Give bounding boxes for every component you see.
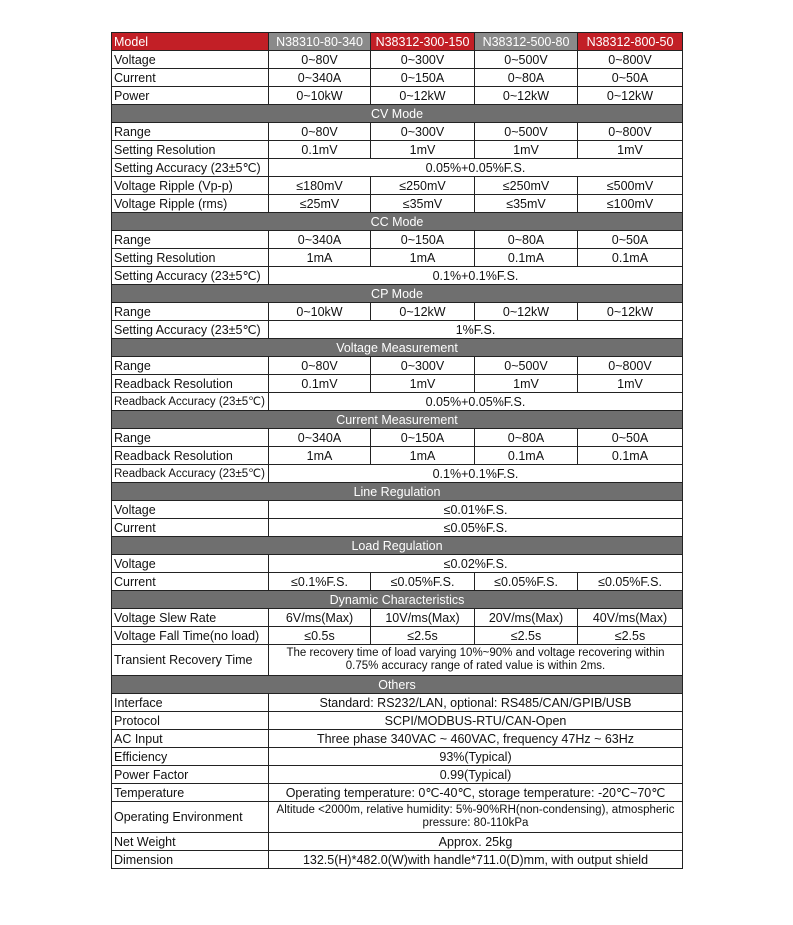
- spec-row: [112, 609, 683, 627]
- section-title: CC Mode: [112, 213, 683, 231]
- spec-value: 0~80V: [269, 51, 371, 69]
- spec-value: ≤0.01%F.S.: [269, 501, 683, 519]
- spec-value: 0~340A: [269, 231, 371, 249]
- section-title: Others: [112, 676, 683, 694]
- spec-value: 1mV: [578, 141, 683, 159]
- spec-value: 1mA: [371, 249, 475, 267]
- spec-value: 132.5(H)*482.0(W)with handle*711.0(D)mm, with output shield: [269, 851, 683, 869]
- spec-label: Setting Resolution: [112, 141, 269, 159]
- spec-label: Voltage Fall Time(no load): [112, 627, 269, 645]
- spec-label: Interface: [112, 694, 269, 712]
- spec-value: 20V/ms(Max): [475, 609, 578, 627]
- spec-value: 1mA: [269, 249, 371, 267]
- spec-row: [112, 429, 683, 447]
- spec-value: ≤100mV: [578, 195, 683, 213]
- spec-label: Efficiency: [112, 748, 269, 766]
- spec-row: [112, 519, 683, 537]
- spec-value: 0~300V: [371, 51, 475, 69]
- spec-value: 0~50A: [578, 69, 683, 87]
- header-label: Model: [112, 33, 269, 51]
- spec-value: Standard: RS232/LAN, optional: RS485/CAN/GPIB/USB: [269, 694, 683, 712]
- spec-value: 0~80A: [475, 69, 578, 87]
- section-title: Dynamic Characteristics: [112, 591, 683, 609]
- spec-value: 0~50A: [578, 231, 683, 249]
- spec-value: 0.1mV: [269, 375, 371, 393]
- spec-value: ≤0.05%F.S.: [371, 573, 475, 591]
- spec-value: ≤35mV: [371, 195, 475, 213]
- spec-value: 0.1mA: [578, 447, 683, 465]
- spec-value: 0~150A: [371, 429, 475, 447]
- spec-row: [112, 784, 683, 802]
- spec-label: Setting Accuracy (23±5℃): [112, 267, 269, 285]
- spec-value: 0~12kW: [578, 303, 683, 321]
- spec-value: ≤500mV: [578, 177, 683, 195]
- spec-value: 0.1mA: [578, 249, 683, 267]
- spec-row: [112, 833, 683, 851]
- spec-value: ≤0.05%F.S.: [475, 573, 578, 591]
- spec-label: Net Weight: [112, 833, 269, 851]
- spec-value: 0~150A: [371, 231, 475, 249]
- spec-label: Voltage: [112, 51, 269, 69]
- spec-value: 0.1mV: [269, 141, 371, 159]
- spec-row: [112, 851, 683, 869]
- spec-value: ≤0.02%F.S.: [269, 555, 683, 573]
- spec-value: 0.1mA: [475, 447, 578, 465]
- spec-label: Temperature: [112, 784, 269, 802]
- section-title: Line Regulation: [112, 483, 683, 501]
- spec-value: 0~10kW: [269, 87, 371, 105]
- spec-row: [112, 231, 683, 249]
- spec-value: 1mV: [578, 375, 683, 393]
- spec-label: Power Factor: [112, 766, 269, 784]
- spec-label: Transient Recovery Time: [112, 645, 269, 676]
- spec-row: [112, 159, 683, 177]
- spec-row: [112, 177, 683, 195]
- spec-value: 0~800V: [578, 123, 683, 141]
- spec-row: [112, 267, 683, 285]
- spec-value: 10V/ms(Max): [371, 609, 475, 627]
- spec-value: 93%(Typical): [269, 748, 683, 766]
- spec-label: Power: [112, 87, 269, 105]
- spec-value: Altitude <2000m, relative humidity: 5%-90%RH(non-condensing), atmospheric pressure: 80-110kPa: [269, 802, 683, 833]
- spec-row: [112, 141, 683, 159]
- spec-row: [112, 393, 683, 411]
- spec-value: 0~10kW: [269, 303, 371, 321]
- spec-value: 0~50A: [578, 429, 683, 447]
- spec-label: Operating Environment: [112, 802, 269, 833]
- spec-value: 0.1%+0.1%F.S.: [269, 267, 683, 285]
- spec-value: 1mV: [475, 141, 578, 159]
- spec-value: 40V/ms(Max): [578, 609, 683, 627]
- header-model: N38312-300-150: [371, 33, 475, 51]
- section-header-row: [112, 676, 683, 694]
- spec-value: ≤250mV: [475, 177, 578, 195]
- spec-label: Range: [112, 123, 269, 141]
- spec-row: [112, 357, 683, 375]
- spec-table-body: [112, 33, 683, 869]
- spec-value: Approx. 25kg: [269, 833, 683, 851]
- spec-value: 0~800V: [578, 357, 683, 375]
- section-header-row: [112, 483, 683, 501]
- spec-row: [112, 465, 683, 483]
- spec-value: 0~80V: [269, 357, 371, 375]
- spec-value: 0~12kW: [475, 87, 578, 105]
- spec-value: 0~340A: [269, 429, 371, 447]
- spec-row: [112, 730, 683, 748]
- spec-label: Current: [112, 573, 269, 591]
- spec-label: Setting Accuracy (23±5℃): [112, 321, 269, 339]
- spec-row: [112, 249, 683, 267]
- spec-value: 0~500V: [475, 51, 578, 69]
- spec-label: Voltage Ripple (rms): [112, 195, 269, 213]
- spec-value: Operating temperature: 0℃-40℃, storage temperature: -20℃~70℃: [269, 784, 683, 802]
- spec-label: Setting Resolution: [112, 249, 269, 267]
- spec-label: Protocol: [112, 712, 269, 730]
- spec-value: Three phase 340VAC ~ 460VAC, frequency 47Hz ~ 63Hz: [269, 730, 683, 748]
- spec-label: Dimension: [112, 851, 269, 869]
- spec-value: 0~80A: [475, 231, 578, 249]
- spec-row: [112, 627, 683, 645]
- spec-label: Current: [112, 69, 269, 87]
- spec-row: [112, 303, 683, 321]
- spec-label: Range: [112, 303, 269, 321]
- spec-row: [112, 447, 683, 465]
- spec-value: 0~12kW: [578, 87, 683, 105]
- spec-row: [112, 87, 683, 105]
- spec-value: 0.05%+0.05%F.S.: [269, 159, 683, 177]
- spec-value: 1mA: [269, 447, 371, 465]
- spec-row: [112, 712, 683, 730]
- spec-value: ≤25mV: [269, 195, 371, 213]
- spec-value: 0.05%+0.05%F.S.: [269, 393, 683, 411]
- section-header-row: [112, 285, 683, 303]
- spec-row: [112, 375, 683, 393]
- header-row: [112, 33, 683, 51]
- spec-label: Readback Resolution: [112, 447, 269, 465]
- spec-value: 1mV: [371, 375, 475, 393]
- spec-value: ≤2.5s: [371, 627, 475, 645]
- spec-value: ≤0.5s: [269, 627, 371, 645]
- spec-value: 0.99(Typical): [269, 766, 683, 784]
- spec-label: Range: [112, 357, 269, 375]
- spec-value: ≤2.5s: [578, 627, 683, 645]
- spec-value: 0~300V: [371, 357, 475, 375]
- header-model: N38312-800-50: [578, 33, 683, 51]
- header-model: N38310-80-340: [269, 33, 371, 51]
- spec-value: 1mA: [371, 447, 475, 465]
- spec-label: Current: [112, 519, 269, 537]
- spec-label: Readback Resolution: [112, 375, 269, 393]
- spec-row: [112, 573, 683, 591]
- section-header-row: [112, 213, 683, 231]
- spec-row: [112, 802, 683, 833]
- spec-value: ≤35mV: [475, 195, 578, 213]
- spec-value: 0~340A: [269, 69, 371, 87]
- spec-label: Setting Accuracy (23±5℃): [112, 159, 269, 177]
- spec-value: 0~12kW: [371, 87, 475, 105]
- spec-value: 0~300V: [371, 123, 475, 141]
- spec-label: AC Input: [112, 730, 269, 748]
- spec-label: Voltage: [112, 555, 269, 573]
- spec-row: [112, 195, 683, 213]
- spec-table: [111, 32, 683, 869]
- spec-row: [112, 645, 683, 676]
- spec-value: 0~80V: [269, 123, 371, 141]
- spec-row: [112, 555, 683, 573]
- spec-row: [112, 694, 683, 712]
- spec-label: Voltage Ripple (Vp-p): [112, 177, 269, 195]
- spec-value: 1mV: [475, 375, 578, 393]
- spec-value: 0.1mA: [475, 249, 578, 267]
- spec-row: [112, 51, 683, 69]
- spec-label: Voltage: [112, 501, 269, 519]
- section-title: CV Mode: [112, 105, 683, 123]
- spec-label: Readback Accuracy (23±5℃): [112, 393, 269, 411]
- spec-value: ≤0.1%F.S.: [269, 573, 371, 591]
- spec-value: 0~500V: [475, 123, 578, 141]
- spec-value: 0.1%+0.1%F.S.: [269, 465, 683, 483]
- spec-value: ≤0.05%F.S.: [578, 573, 683, 591]
- section-title: Load Regulation: [112, 537, 683, 555]
- spec-row: [112, 748, 683, 766]
- spec-label: Voltage Slew Rate: [112, 609, 269, 627]
- spec-row: [112, 766, 683, 784]
- spec-label: Range: [112, 231, 269, 249]
- section-title: CP Mode: [112, 285, 683, 303]
- section-title: Current Measurement: [112, 411, 683, 429]
- section-title: Voltage Measurement: [112, 339, 683, 357]
- spec-row: [112, 123, 683, 141]
- spec-value: ≤250mV: [371, 177, 475, 195]
- spec-value: 0~150A: [371, 69, 475, 87]
- spec-row: [112, 321, 683, 339]
- spec-value: 0~80A: [475, 429, 578, 447]
- header-model: N38312-500-80: [475, 33, 578, 51]
- spec-value: 0~500V: [475, 357, 578, 375]
- spec-value: ≤180mV: [269, 177, 371, 195]
- section-header-row: [112, 105, 683, 123]
- spec-value: ≤2.5s: [475, 627, 578, 645]
- spec-label: Readback Accuracy (23±5℃): [112, 465, 269, 483]
- spec-value: 1%F.S.: [269, 321, 683, 339]
- spec-value: 6V/ms(Max): [269, 609, 371, 627]
- section-header-row: [112, 339, 683, 357]
- spec-row: [112, 69, 683, 87]
- section-header-row: [112, 411, 683, 429]
- spec-value: 1mV: [371, 141, 475, 159]
- spec-value: ≤0.05%F.S.: [269, 519, 683, 537]
- spec-value: The recovery time of load varying 10%~90% and voltage recovering within 0.75% accuracy range of rated value is within 2ms.: [269, 645, 683, 676]
- spec-value: 0~12kW: [371, 303, 475, 321]
- section-header-row: [112, 591, 683, 609]
- spec-label: Range: [112, 429, 269, 447]
- section-header-row: [112, 537, 683, 555]
- spec-value: 0~800V: [578, 51, 683, 69]
- spec-value: SCPI/MODBUS-RTU/CAN-Open: [269, 712, 683, 730]
- spec-row: [112, 501, 683, 519]
- spec-value: 0~12kW: [475, 303, 578, 321]
